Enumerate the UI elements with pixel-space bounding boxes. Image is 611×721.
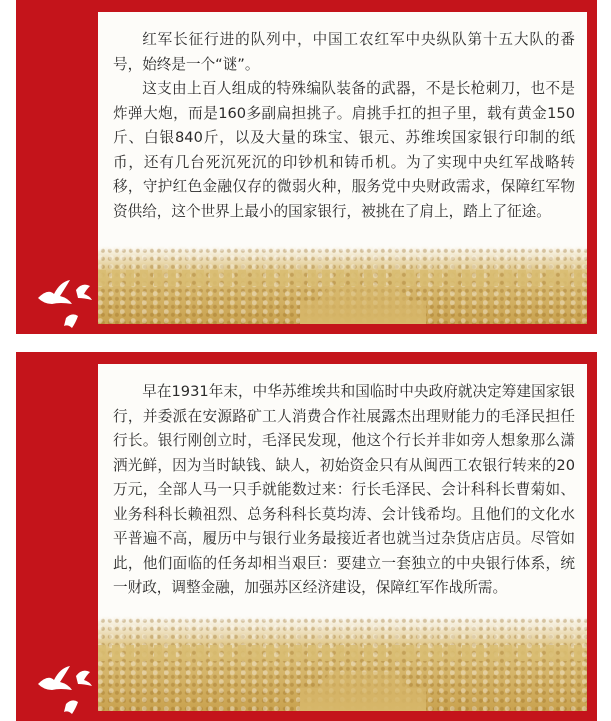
story-text	[113, 28, 575, 224]
flag-row-decoration	[98, 270, 587, 286]
story-card-2	[16, 352, 597, 721]
paragraph: 这支由上百人组成的特殊编队装备的武器，不是长枪刺刀，也不是炸弹大炮，而是160多副扁担挑子。肩挑手扛的担子里，载有黄金150斤、白银840斤，以及大量的珠宝、银元、苏维埃国家银行印制的纸币，还有几台死沉死沉的印钞机和铸币机。为了实现中央红军战略转移，守护红色金融仅存的微弱火种，服务党中央财政需求，保障红军物资供给，这个世界上最小的国家银行，被挑在了肩上，踏上了征途。	[113, 80, 575, 220]
text-panel	[98, 12, 587, 324]
story-card-1	[16, 0, 597, 334]
story-text	[113, 380, 575, 601]
paragraph: 红军长征行进的队列中，中国工农红军中央纵队第十五大队的番号，始终是一个“谜”。	[113, 31, 575, 73]
paragraph: 早在1931年末，中华苏维埃共和国临时中央政府就决定筹建国家银行，并委派在安源路矿工人消费合作社展露杰出理财能力的毛泽民担任行长。银行刚创立时，毛泽民发现，他这个行长并非如旁人想象那么潇洒光鲜，因为当时缺钱、缺人，初始资金只有从闽西工农银行转来的20万元，全部人马一只手就能数过来：行长毛泽民、会计科科长曹菊如、业务科科长赖祖烈、总务科科长莫均涛、会计钱希均。且他们的文化水平普遍不高，履历中与银行业务最接近者也就当过杂货店店员。尽管如此，他们面临的任务却相当艰巨：要建立一套独立的中央银行体系，统一财政，调整金融，加强苏区经济建设，保障红军作战所需。	[113, 383, 575, 596]
flag-row-decoration	[98, 645, 587, 661]
text-panel	[98, 364, 587, 711]
dove-icon	[30, 654, 100, 720]
dove-icon	[30, 268, 100, 334]
